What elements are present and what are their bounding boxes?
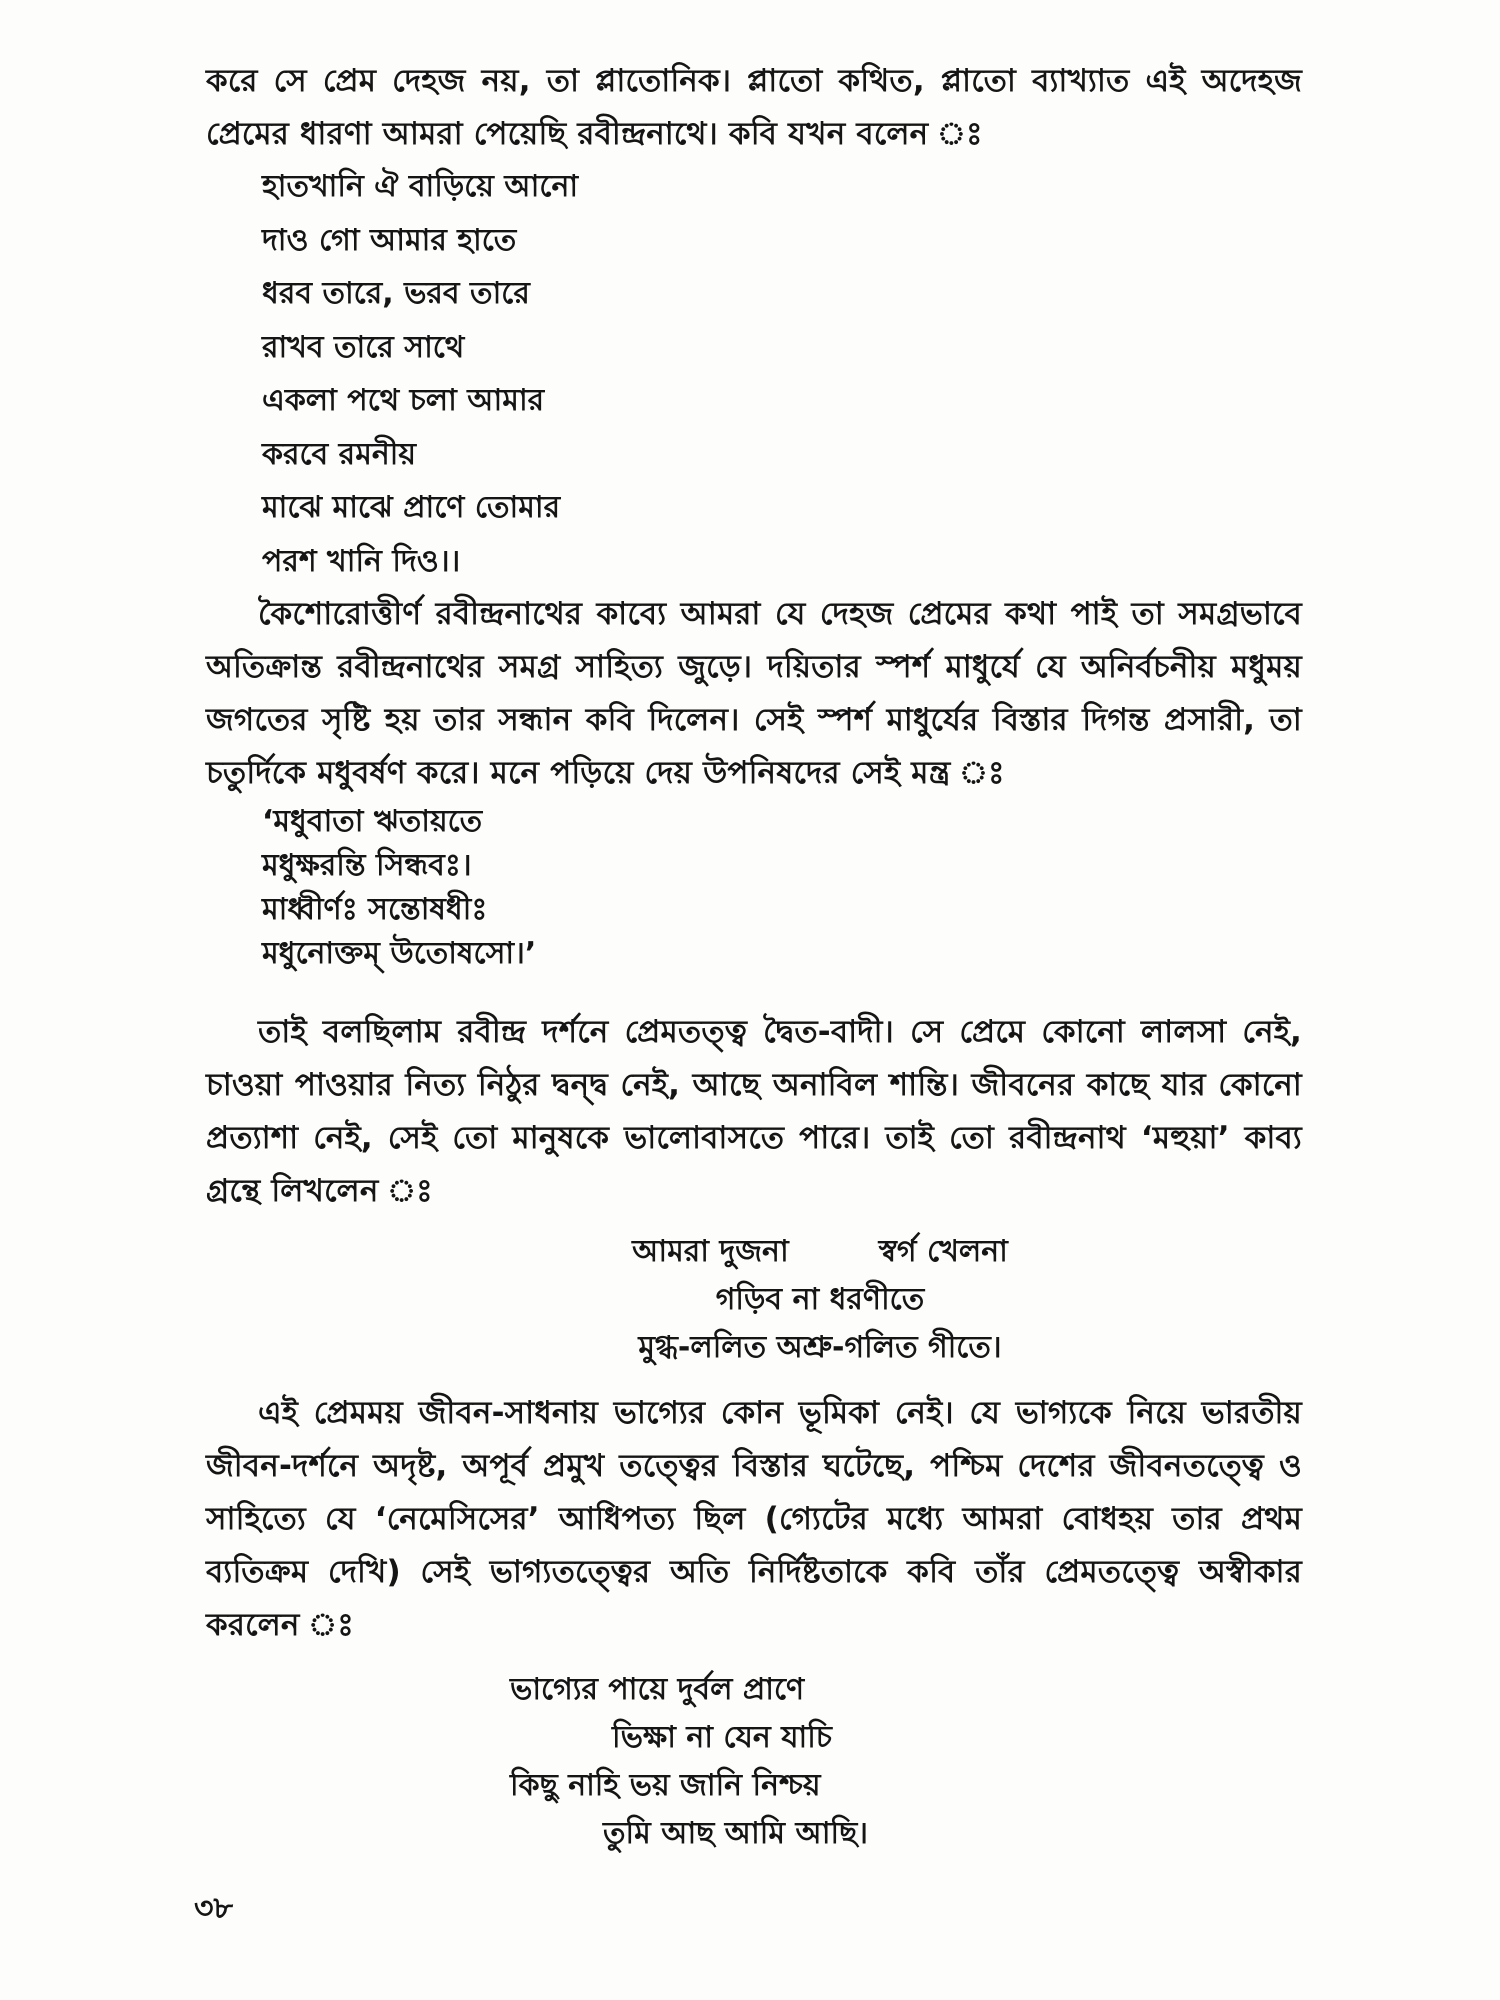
verse-line-part: আমরা দুজনা [632, 1234, 789, 1269]
verse-line: মাঝে মাঝে প্রাণে তোমার [262, 490, 561, 525]
verse-line: কিছু নাহি ভয় জানি নিশ্চয় [510, 1768, 821, 1803]
verse-line: গড়িব না ধরণীতে [715, 1282, 925, 1317]
verse-line: মধুক্ষরন্তি সিন্ধবঃ। [262, 848, 472, 883]
page-number: ৩৮ [194, 1891, 233, 1926]
verse-line: একলা পথে চলা আমার [262, 383, 545, 418]
paragraph-1: করে সে প্রেম দেহজ নয়, তা প্লাতোনিক। প্লাতো কথিত, প্লাতো ব্যাখ্যাত এই অদেহজ প্রেমের ধারণা আমরা পেয়েছি রবীন্দ্রনাথে। কবি যখন বলেন ঃ [206, 63, 1302, 152]
verse-line: হাতখানি ঐ বাড়িয়ে আনো [262, 169, 579, 204]
verse-line: করবে রমনীয় [262, 436, 417, 472]
verse-line: পরশ খানি দিও।। [262, 543, 461, 579]
verse-line: দাও গো আমার হাতে [262, 222, 517, 258]
verse-line: ‘মধুবাতা ঋতায়তে [262, 804, 483, 839]
verse-line: ধরব তারে, ভরব তারে [262, 276, 530, 311]
verse-line-part: স্বর্গ খেলনা [878, 1234, 1008, 1269]
verse-rabindra-song [262, 160, 578, 588]
verse-line: রাখব তারে সাথে [262, 329, 465, 365]
verse-fate [510, 1666, 868, 1858]
verse-line: তুমি আছ আমি আছি। [603, 1816, 868, 1851]
verse-upanishad-mantra [262, 800, 536, 976]
verse-line: মুগ্ধ-ললিত অশ্রু-গলিত গীতে। [638, 1330, 1002, 1365]
paragraph-2: কৈশোরোত্তীর্ণ রবীন্দ্রনাথের কাব্যে আমরা যে দেহজ প্রেমের কথা পাই তা সমগ্রভাবে অতিক্রান্ত রবীন্দ্রনাথের সমগ্র সাহিত্য জুড়ে। দয়িতার স্পর্শ মাধুর্যে যে অনির্বচনীয় মধুময় জগতের সৃষ্টি হয় তার সন্ধান কবি দিলেন। সেই স্পর্শ মাধুর্যের বিস্তার দিগন্ত প্রসারী, তা চতুর্দিকে মধুবর্ষণ করে। মনে পড়িয়ে দেয় উপনিষদের সেই মন্ত্র ঃ [206, 596, 1302, 791]
verse-line: মধুনোক্তম্ উতোষসো।’ [262, 936, 537, 971]
verse-line [560, 1228, 1080, 1276]
verse-line: ভাগ্যের পায়ে দুর্বল প্রাণে [510, 1672, 805, 1707]
verse-line: মাধ্বীর্ণঃ সন্তোষধীঃ [262, 892, 488, 927]
verse-mahua [560, 1228, 1080, 1372]
paragraph-4: এই প্রেমময় জীবন-সাধনায় ভাগ্যের কোন ভূমিকা নেই। যে ভাগ্যকে নিয়ে ভারতীয় জীবন-দর্শনে অদৃষ্ট, অপূর্ব প্রমুখ তত্ত্বের বিস্তার ঘটেছে, পশ্চিম দেশের জীবনতত্ত্বে ও সাহিত্যে যে ‘নেমেসিসের’ আধিপত্য ছিল (গ্যেটের মধ্যে আমরা বোধহয় তার প্রথম ব্যতিক্রম দেখি) সেই ভাগ্যতত্ত্বের অতি নির্দিষ্টতাকে কবি তাঁর প্রেমতত্ত্বে অস্বীকার করলেন ঃ [206, 1395, 1302, 1643]
verse-line: ভিক্ষা না যেন যাচি [612, 1720, 832, 1755]
paragraph-3: তাই বলছিলাম রবীন্দ্র দর্শনে প্রেমতত্ত্ব দ্বৈত-বাদী। সে প্রেমে কোনো লালসা নেই, চাওয়া পাওয়ার নিত্য নিঠুর দ্বন্দ্ব নেই, আছে অনাবিল শান্তি। জীবনের কাছে যার কোনো প্রত্যাশা নেই, সেই তো মানুষকে ভালোবাসতে পারে। তাই তো রবীন্দ্রনাথ ‘মহুয়া’ কাব্য গ্রন্থে লিখলেন ঃ [206, 1014, 1302, 1209]
